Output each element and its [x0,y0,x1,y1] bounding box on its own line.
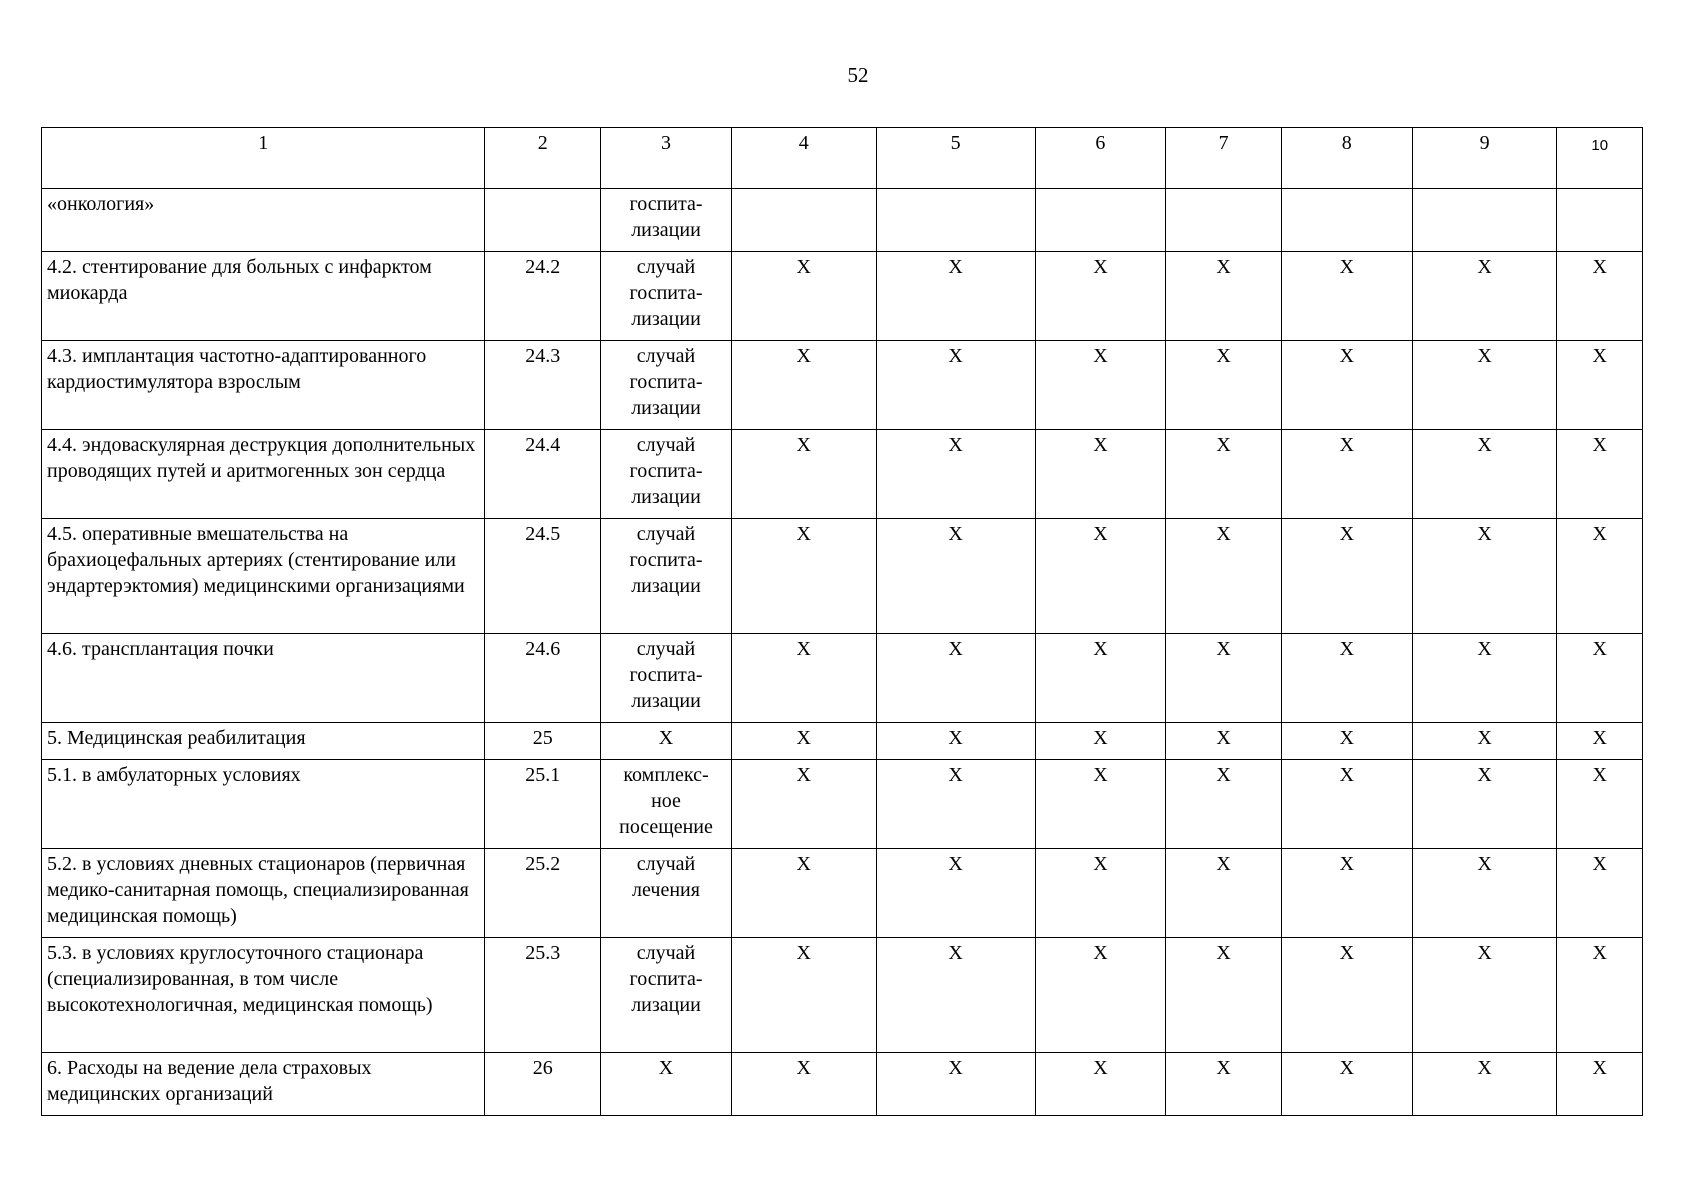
row-value-cell: Х [731,1053,876,1116]
row-unit-cell: Х [601,723,732,760]
table-row [42,1053,1643,1116]
row-unit-cell: случай госпита- лизации [601,519,732,634]
row-value-cell: Х [1035,341,1166,430]
row-value-cell: Х [1412,430,1557,519]
row-value-cell: Х [1412,252,1557,341]
row-value-cell: Х [1166,341,1282,430]
row-code-cell: 24.3 [485,341,601,430]
row-name-cell: 5. Медицинская реабилитация [42,723,485,760]
row-value-cell: Х [1166,519,1282,634]
row-unit-cell: госпита- лизации [601,189,732,252]
row-value-cell: Х [731,938,876,1053]
row-value-cell [876,189,1035,252]
table-row [42,430,1643,519]
row-value-cell: Х [731,430,876,519]
row-code-cell: 24.4 [485,430,601,519]
row-value-cell: Х [1281,341,1412,430]
row-value-cell: Х [1557,252,1643,341]
row-name-cell: 4.5. оперативные вмешательства на брахиоцефальных артериях (стентирование или эндартерэктомия) медицинскими организациями [42,519,485,634]
row-value-cell: Х [1557,723,1643,760]
row-value-cell: Х [1281,1053,1412,1116]
column-header: 7 [1166,128,1282,189]
row-value-cell: Х [1412,849,1557,938]
row-unit-cell: случай госпита- лизации [601,938,732,1053]
row-unit-cell: Х [601,1053,732,1116]
row-value-cell: Х [1557,430,1643,519]
row-value-cell: Х [1557,849,1643,938]
row-value-cell: Х [1035,519,1166,634]
row-value-cell: Х [1557,341,1643,430]
row-unit-cell: случай госпита- лизации [601,341,732,430]
column-header: 4 [731,128,876,189]
row-value-cell: Х [1281,760,1412,849]
row-value-cell: Х [1035,938,1166,1053]
row-value-cell: Х [1281,519,1412,634]
row-value-cell: Х [1281,252,1412,341]
row-value-cell: Х [1035,760,1166,849]
row-name-cell: 5.3. в условиях круглосуточного стационара (специализированная, в том числе высокотехнологичная, медицинская помощь) [42,938,485,1053]
column-header: 10 [1557,128,1643,189]
column-header: 3 [601,128,732,189]
row-value-cell: Х [731,341,876,430]
page-number: 52 [847,63,869,87]
row-value-cell: Х [731,252,876,341]
row-unit-cell: случай госпита- лизации [601,252,732,341]
table-row [42,849,1643,938]
row-value-cell: Х [731,634,876,723]
row-name-cell: 5.1. в амбулаторных условиях [42,760,485,849]
row-unit-cell: случай госпита- лизации [601,430,732,519]
row-value-cell: Х [876,430,1035,519]
table-row [42,634,1643,723]
row-unit-cell: комплекс- ное посещение [601,760,732,849]
row-value-cell: Х [1281,430,1412,519]
row-value-cell: Х [876,341,1035,430]
row-value-cell: Х [1035,849,1166,938]
table-row [42,723,1643,760]
row-value-cell: Х [876,634,1035,723]
row-value-cell: Х [876,252,1035,341]
row-value-cell: Х [1412,760,1557,849]
row-name-cell: «онкология» [42,189,485,252]
table-row [42,760,1643,849]
row-value-cell: Х [731,760,876,849]
row-value-cell [1412,189,1557,252]
row-value-cell: Х [1166,430,1282,519]
column-header: 1 [42,128,485,189]
row-code-cell: 25.2 [485,849,601,938]
row-value-cell [1281,189,1412,252]
row-value-cell: Х [1166,634,1282,723]
table-row [42,252,1643,341]
row-code-cell: 24.6 [485,634,601,723]
column-header: 2 [485,128,601,189]
table-row [42,341,1643,430]
row-value-cell: Х [876,1053,1035,1116]
row-unit-cell: случай госпита- лизации [601,634,732,723]
row-name-cell: 4.2. стентирование для больных с инфарктом миокарда [42,252,485,341]
column-header: 5 [876,128,1035,189]
row-value-cell: Х [731,849,876,938]
row-value-cell: Х [1557,938,1643,1053]
data-table [41,127,1643,1116]
row-value-cell: Х [1035,634,1166,723]
row-value-cell [1166,189,1282,252]
row-value-cell: Х [876,849,1035,938]
row-value-cell: Х [876,938,1035,1053]
row-value-cell: Х [1557,519,1643,634]
row-value-cell: Х [1035,430,1166,519]
row-name-cell: 5.2. в условиях дневных стационаров (первичная медико-санитарная помощь, специализированная медицинская помощь) [42,849,485,938]
row-value-cell: Х [1035,1053,1166,1116]
row-value-cell: Х [1281,634,1412,723]
row-name-cell: 4.4. эндоваскулярная деструкция дополнительных проводящих путей и аритмогенных зон сердца [42,430,485,519]
row-value-cell: Х [731,519,876,634]
table-row [42,519,1643,634]
column-header: 6 [1035,128,1166,189]
row-value-cell: Х [1166,723,1282,760]
row-code-cell: 25.3 [485,938,601,1053]
row-name-cell: 6. Расходы на ведение дела страховых медицинских организаций [42,1053,485,1116]
row-unit-cell: случай лечения [601,849,732,938]
row-value-cell: Х [1412,723,1557,760]
row-code-cell: 25.1 [485,760,601,849]
header-row [42,128,1643,189]
table-row [42,189,1643,252]
row-value-cell: Х [1281,723,1412,760]
row-code-cell: 24.5 [485,519,601,634]
row-value-cell: Х [1412,634,1557,723]
row-value-cell: Х [1557,760,1643,849]
row-value-cell: Х [1412,1053,1557,1116]
row-value-cell: Х [1412,341,1557,430]
row-value-cell: Х [1557,634,1643,723]
row-value-cell: Х [1035,252,1166,341]
row-value-cell: Х [1166,938,1282,1053]
row-code-cell [485,189,601,252]
column-header: 8 [1281,128,1412,189]
row-value-cell [731,189,876,252]
row-value-cell: Х [731,723,876,760]
row-value-cell: Х [1035,723,1166,760]
row-code-cell: 25 [485,723,601,760]
table-row [42,938,1643,1053]
row-value-cell: Х [1281,938,1412,1053]
row-value-cell: Х [876,760,1035,849]
row-value-cell: Х [1166,760,1282,849]
row-value-cell: Х [1166,252,1282,341]
row-value-cell: Х [876,519,1035,634]
row-value-cell: Х [1412,519,1557,634]
row-value-cell: Х [876,723,1035,760]
row-code-cell: 26 [485,1053,601,1116]
row-name-cell: 4.6. трансплантация почки [42,634,485,723]
row-value-cell: Х [1557,1053,1643,1116]
row-value-cell: Х [1281,849,1412,938]
row-name-cell: 4.3. имплантация частотно-адаптированного кардиостимулятора взрослым [42,341,485,430]
column-header: 9 [1412,128,1557,189]
row-value-cell [1035,189,1166,252]
row-code-cell: 24.2 [485,252,601,341]
row-value-cell: Х [1166,849,1282,938]
row-value-cell: Х [1412,938,1557,1053]
row-value-cell [1557,189,1643,252]
row-value-cell: Х [1166,1053,1282,1116]
